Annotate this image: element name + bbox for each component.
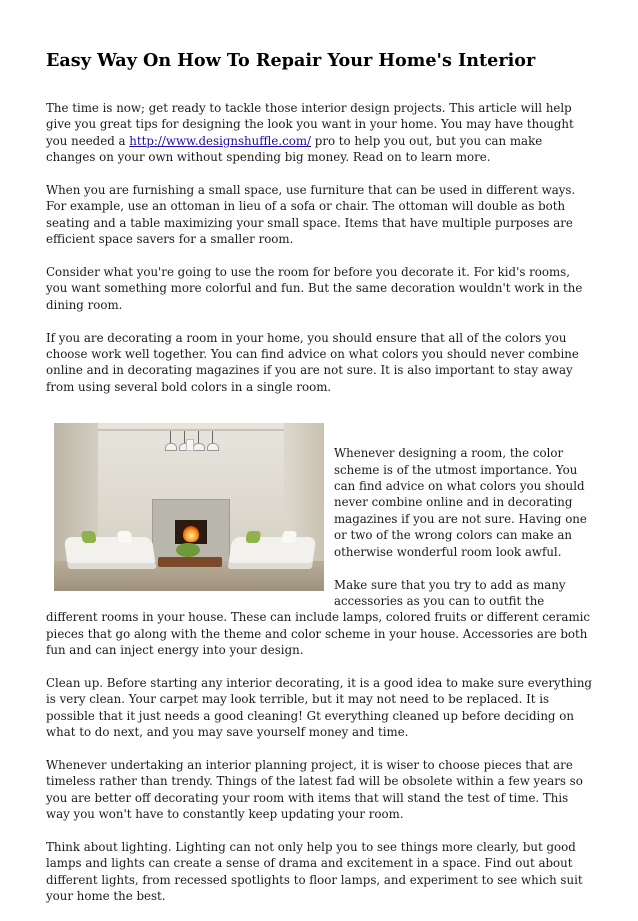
mantel-vase bbox=[186, 439, 194, 451]
article bbox=[46, 50, 594, 921]
fire-flame bbox=[183, 526, 199, 542]
page-title: Easy Way On How To Repair Your Home's Interior bbox=[46, 50, 536, 71]
intro-paragraph bbox=[46, 100, 594, 166]
pillow bbox=[117, 531, 133, 543]
sofa bbox=[228, 537, 316, 569]
pendant-lamp-shade bbox=[193, 443, 205, 451]
living-room-photo bbox=[54, 423, 324, 591]
pillow bbox=[81, 531, 97, 543]
photo-ceiling bbox=[98, 429, 284, 431]
image-text-section bbox=[46, 423, 594, 675]
pillow bbox=[281, 531, 297, 543]
paragraph: If you are decorating a room in your home, you should ensure that all of the colors you choose work well together. You can find advice on what colors you should never combine online and in decorating magazines if you are not sure. It is also important to stay away from using several bold colors in a single room. bbox=[46, 330, 579, 394]
sofa bbox=[64, 537, 156, 569]
paragraph: Clean up. Before starting any interior decorating, it is a good idea to make sure everything is very clean. Your carpet may look terrible, but it may not need to be replaced. It is possible that it just needs a good cleaning! Gt everything cleaned up before deciding on what to do next, and you may save yourself money and time. bbox=[46, 675, 592, 740]
paragraph: Whenever designing a room, the color scheme is of the utmost importance. You can find advice on what colors you should never combine online and in decorating magazines if you are not sure. Having one or two of the wrong colors can make an otherwise wonderful room look awful. bbox=[334, 446, 587, 559]
firebox bbox=[175, 520, 207, 544]
intro-text-end: pro to help you out, but you can make changes on your own without spending big money. Read on to learn more. bbox=[46, 133, 543, 165]
intro-text-start: The time is now; get ready to tackle those interior design projects. This article will help give you great tips for designing the look you want in your home. You may have thought you needed a bbox=[46, 101, 574, 148]
paragraph: Make sure that you try to add as many accessories as you can to outfit the different rooms in your house. These can include lamps, colored fruits or different ceramic pieces that go along with the theme and color scheme in your house. Accessories are both fun and can inject energy into your design. bbox=[46, 577, 591, 658]
paragraph: Think about lighting. Lighting can not only help you to see things more clearly, but good lamps and lights can create a sense of drama and excitement in a space. Find out about different lights, from recessed spotlights to floor lamps, and experiment to see which suit your home the best. bbox=[46, 839, 583, 904]
coffee-table bbox=[158, 557, 222, 567]
pendant-lamp-shade bbox=[207, 443, 219, 451]
paragraph: Consider what you're going to use the room for before you decorate it. For kid's rooms, you want something more colorful and fun. But the same decoration wouldn't work in the dining room. bbox=[46, 265, 583, 312]
paragraph: Whenever undertaking an interior planning project, it is wiser to choose pieces that are timeless rather than trendy. Things of the latest fad will be obsolete within a few years so you are better off decorating your room with items that will stand the test of time. This way you won't have to constantly keep updating your room. bbox=[46, 757, 583, 822]
pillow bbox=[245, 531, 261, 543]
paragraph: When you are furnishing a small space, use furniture that can be used in different ways. For example, use an ottoman in lieu of a sofa or chair. The ottoman will double as both seating and a table maximizing your small space. Items that have multiple purposes are efficient space savers for a smaller room. bbox=[46, 183, 576, 247]
designshuffle-link[interactable]: http://www.designshuffle.com/ bbox=[129, 133, 312, 148]
pendant-lamp-shade bbox=[165, 443, 177, 451]
